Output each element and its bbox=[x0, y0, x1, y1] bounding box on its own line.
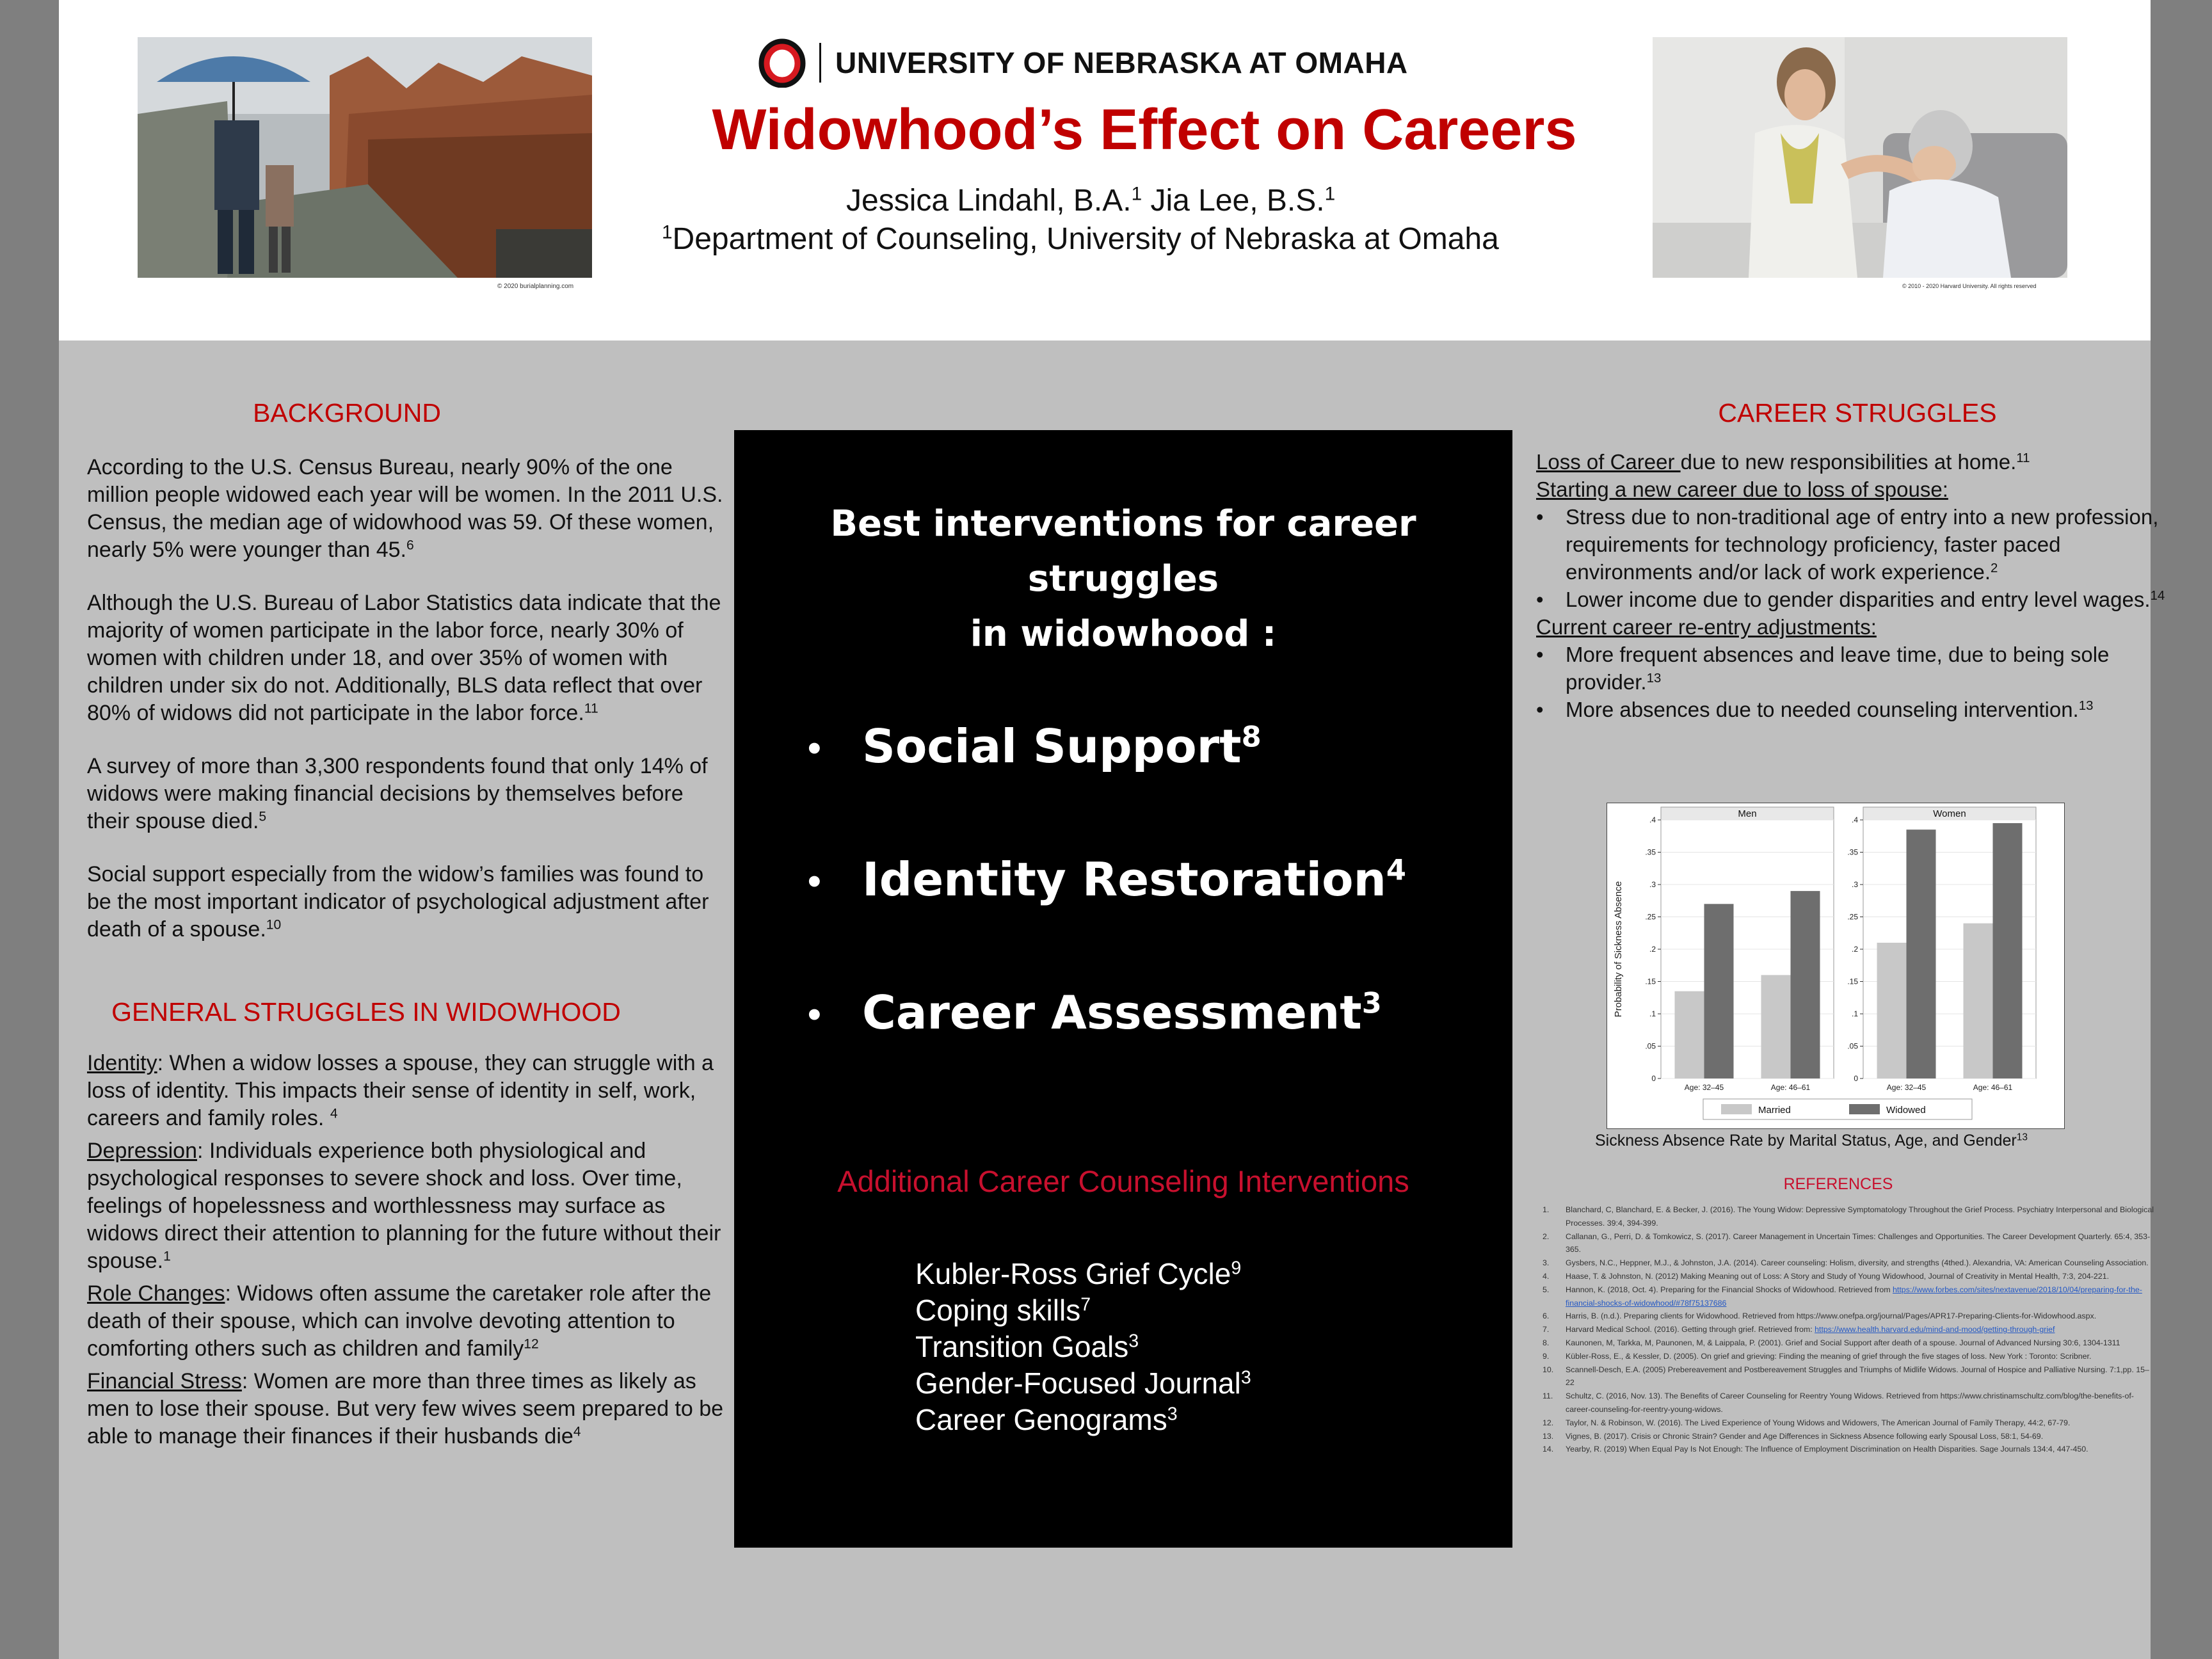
affiliation-marker: 1 bbox=[662, 221, 673, 243]
panel-title: Men bbox=[1738, 808, 1757, 819]
additional-item bbox=[915, 1365, 1251, 1402]
university-logo bbox=[755, 37, 1408, 88]
left-photo-credit: © 2020 burialplanning.com bbox=[497, 283, 574, 290]
y-tick-label: .4 bbox=[1851, 815, 1858, 824]
bullet-icon: • bbox=[805, 732, 824, 768]
struggle-text: : When a widow losses a spouse, they can struggle with a loss of identity. This impacts their sense of identity in self, work, careers and family roles. bbox=[87, 1051, 714, 1130]
x-tick-label: Age: 46–61 bbox=[1973, 1083, 2013, 1092]
reference-text: Schultz, C. (2016, Nov. 13). The Benefits of Career Counseling for Reentry Young Widows. Retrieved from https://www.christinamschultz.com/blog/the-benefits-of-career-counseling-for-reentry-young-widows. bbox=[1566, 1391, 2134, 1414]
bar bbox=[1761, 975, 1791, 1078]
citation: 13 bbox=[2016, 1132, 2028, 1143]
reference-item bbox=[1543, 1430, 2154, 1443]
interventions-title-line-1: Best interventions for career struggles bbox=[830, 503, 1416, 600]
additional-item bbox=[915, 1292, 1251, 1329]
struggle-label: Financial Stress bbox=[87, 1369, 242, 1393]
reference-item bbox=[1543, 1350, 2154, 1363]
background-text bbox=[87, 454, 727, 969]
bar bbox=[1675, 991, 1704, 1078]
affiliation-text: Department of Counseling, University of Nebraska at Omaha bbox=[672, 222, 1499, 256]
new-career-label: Starting a new career due to loss of spouse: bbox=[1536, 477, 1948, 501]
reference-item bbox=[1543, 1230, 2154, 1257]
career-struggles-text bbox=[1536, 448, 2183, 723]
bar bbox=[1877, 943, 1907, 1078]
uno-o-logo-icon bbox=[755, 38, 809, 88]
additional-label: Transition Goals bbox=[915, 1330, 1129, 1363]
y-tick-label: .25 bbox=[1645, 912, 1656, 922]
chart-svg bbox=[1607, 803, 2065, 1130]
reference-item bbox=[1543, 1310, 2154, 1323]
reference-text: Harris, B. (n.d.). Preparing clients for Widowhood. Retrieved from https://www.onefpa.org/journal/Pages/APR17-Preparing-Clients-for-Widowhood.aspx. bbox=[1566, 1311, 2097, 1321]
reference-link[interactable]: https://www.forbes.com/sites/nextavenue/2018/10/04/preparing-for-the-financial-shocks-of-widowhood/#78f75137686 bbox=[1566, 1285, 2142, 1308]
reference-item bbox=[1543, 1270, 2154, 1283]
y-tick-label: .2 bbox=[1649, 945, 1656, 954]
additional-item bbox=[915, 1329, 1251, 1365]
y-tick-label: 0 bbox=[1854, 1074, 1858, 1083]
poster-title: Widowhood’s Effect on Careers bbox=[712, 98, 1577, 162]
citation: 1 bbox=[163, 1249, 171, 1264]
x-tick-label: Age: 46–61 bbox=[1770, 1083, 1811, 1092]
paragraph-text: Social support especially from the widow’s families was found to be the most important indicator of psychological adjustment after death of a spouse. bbox=[87, 862, 709, 942]
paragraph-text: A survey of more than 3,300 respondents found that only 14% of widows were making financial decisions by themselves before their spouse died. bbox=[87, 754, 708, 833]
struggle-label: Depression bbox=[87, 1139, 197, 1163]
reference-number: 2. bbox=[1543, 1231, 1550, 1241]
citation: 12 bbox=[524, 1336, 539, 1352]
reference-text: Haase, T. & Johnston, N. (2012) Making Meaning out of Loss: A Story and Study of Young Widowhood, Journal of Creativity in Mental Health, 7:3, 204-221. bbox=[1566, 1271, 2110, 1281]
list-item-text: Stress due to non-traditional age of entry into a new profession, requirements for technology proficiency, faster paced environments and/or lack of work experience. bbox=[1566, 505, 2159, 584]
y-tick-label: .3 bbox=[1851, 880, 1858, 889]
reference-text: Gysbers, N.C., Heppner, M.J., & Johnston, J.A. (2014). Career counseling: Holism, diversity, and strengths (4thed.). Alexandria, VA: American Counseling Association. bbox=[1566, 1258, 2149, 1268]
reference-text: Kübler-Ross, E., & Kessler, D. (2005). On grief and grieving: Finding the meaning of grief through the five stages of loss. New York : Toronto: Scribner. bbox=[1566, 1351, 2092, 1361]
citation: 3 bbox=[1361, 986, 1382, 1020]
reentry-list bbox=[1536, 641, 2183, 723]
legend-label: Married bbox=[1758, 1105, 1791, 1116]
citation: 2 bbox=[1991, 560, 1998, 575]
struggle-label: Identity bbox=[87, 1051, 157, 1075]
citation: 14 bbox=[2150, 588, 2165, 603]
loss-of-career bbox=[1536, 448, 2183, 476]
loss-text: due to new responsibilities at home. bbox=[1680, 450, 2017, 474]
counseling-session-photo bbox=[1653, 37, 2067, 278]
additional-label: Coping skills bbox=[915, 1294, 1081, 1327]
chart-caption-text: Sickness Absence Rate by Marital Status, Age, and Gender bbox=[1595, 1132, 2017, 1150]
additional-label: Gender-Focused Journal bbox=[915, 1366, 1241, 1400]
legend-swatch bbox=[1721, 1104, 1752, 1114]
reference-number: 9. bbox=[1543, 1351, 1550, 1361]
reference-text: Scannell-Desch, E.A. (2005) Prebereavement and Postbereavement Struggles and Triumphs of Midlife Widows. Journal of Hospice and Palliative Nursing. 7:1,pp. 15–22 bbox=[1566, 1365, 2149, 1388]
struggle-text: : Individuals experience both physiological and psychological responses to severe shock and loss. Over time, feelings of hopelessness and worthlessness may surface as widows direct their attention to planning for the future without their spouse. bbox=[87, 1139, 721, 1273]
reference-text: Yearby, R. (2019) When Equal Pay Is Not Enough: The Influence of Employment Discrimination on Health Disparities. Sage Journals 134:4, 447-450. bbox=[1566, 1445, 2088, 1454]
background-paragraph bbox=[87, 753, 727, 835]
author-1-affil: 1 bbox=[1131, 183, 1142, 205]
reference-item bbox=[1543, 1256, 2154, 1270]
y-tick-label: .25 bbox=[1847, 912, 1858, 922]
bar bbox=[1964, 924, 1993, 1078]
y-tick-label: .1 bbox=[1851, 1009, 1858, 1018]
additional-item bbox=[915, 1256, 1251, 1292]
reference-number: 1. bbox=[1543, 1205, 1550, 1214]
y-tick-label: .35 bbox=[1847, 847, 1858, 857]
career-struggles-title: CAREER STRUGGLES bbox=[1718, 398, 1997, 428]
background-title: BACKGROUND bbox=[253, 398, 441, 428]
interventions-title-line-2: in widowhood : bbox=[970, 613, 1277, 655]
background-paragraph bbox=[87, 454, 727, 564]
poster-authors bbox=[846, 183, 1335, 218]
paragraph-text: According to the U.S. Census Bureau, nearly 90% of the one million people widowed each year will be women. In the 2011 U.S. Census, the median age of widowhood was 59. Of these women, nearly 5% were younger than 45. bbox=[87, 455, 723, 562]
struggle-depression bbox=[87, 1137, 727, 1275]
citation: 13 bbox=[1646, 670, 1662, 685]
list-item-text: Lower income due to gender disparities and entry level wages. bbox=[1566, 588, 2151, 611]
poster-affiliation bbox=[662, 221, 1499, 257]
list-item-text: More absences due to needed counseling intervention. bbox=[1566, 698, 2079, 721]
author-1: Jessica Lindahl, B.A. bbox=[846, 184, 1132, 218]
reference-number: 4. bbox=[1543, 1271, 1550, 1281]
reference-number: 14. bbox=[1543, 1445, 1554, 1454]
y-tick-label: .35 bbox=[1645, 847, 1656, 857]
paragraph-text: Although the U.S. Bureau of Labor Statistics data indicate that the majority of women participate in the labor force, nearly 30% of women with children under 18, and over 35% of women with children under six do not. Additionally, BLS data reflect that over 80% of widows did not participate in the labor force. bbox=[87, 591, 721, 725]
intervention-career-assessment bbox=[805, 986, 1382, 1039]
intervention-label: Social Support bbox=[862, 719, 1242, 773]
y-tick-label: .4 bbox=[1649, 815, 1656, 824]
y-tick-label: .1 bbox=[1649, 1009, 1656, 1018]
reference-item bbox=[1543, 1336, 2154, 1350]
loss-label: Loss of Career bbox=[1536, 450, 1681, 474]
reference-number: 3. bbox=[1543, 1258, 1550, 1268]
x-tick-label: Age: 32–45 bbox=[1886, 1083, 1927, 1092]
reference-text: Kaunonen, M, Tarkka, M, Paunonen, M, & Laippala, P. (2001). Grief and Social Support after death of a spouse. Journal of Advanced Nursing 30:6, 1304-1311 bbox=[1566, 1338, 2120, 1347]
citation: 5 bbox=[259, 809, 267, 824]
bar bbox=[1993, 823, 2023, 1078]
reference-number: 5. bbox=[1543, 1285, 1550, 1294]
y-tick-label: .15 bbox=[1847, 977, 1858, 986]
citation: 4 bbox=[573, 1424, 581, 1439]
struggle-role-changes bbox=[87, 1280, 727, 1363]
citation: 3 bbox=[1128, 1331, 1139, 1352]
additional-interventions-list bbox=[915, 1256, 1251, 1438]
bar bbox=[1907, 830, 1936, 1078]
y-tick-label: .05 bbox=[1847, 1041, 1858, 1051]
poster bbox=[59, 0, 2165, 1659]
legend-label: Widowed bbox=[1886, 1105, 1926, 1116]
y-tick-label: .3 bbox=[1649, 880, 1656, 889]
sickness-absence-chart bbox=[1607, 803, 2065, 1129]
reference-number: 10. bbox=[1543, 1365, 1554, 1374]
additional-item bbox=[915, 1402, 1251, 1438]
reference-text: Callanan, G., Perri, D. & Tomkowicz, S. (2017). Career Management in Uncertain Times: Challenges and Opportunities. The Career Development Quarterly. 65:4, 353-365. bbox=[1566, 1231, 2151, 1254]
citation: 9 bbox=[1231, 1258, 1242, 1279]
reference-item bbox=[1543, 1443, 2154, 1456]
reference-text: Hannon, K. (2018, Oct. 4). Preparing for the Financial Shocks of Widowhood. Retrieved from bbox=[1566, 1285, 1893, 1294]
intervention-label: Career Assessment bbox=[862, 986, 1362, 1039]
additional-interventions-title: Additional Career Counseling Interventions bbox=[837, 1164, 1409, 1198]
citation: 11 bbox=[584, 701, 598, 716]
reference-item bbox=[1543, 1323, 2154, 1336]
reference-text: Harvard Medical School. (2016). Getting through grief. Retrieved from: bbox=[1566, 1325, 1815, 1334]
reference-number: 13. bbox=[1543, 1431, 1554, 1441]
chart-caption bbox=[1595, 1132, 2028, 1150]
list-item bbox=[1536, 503, 2183, 586]
background-paragraph bbox=[87, 861, 727, 943]
author-2: Jia Lee, B.S. bbox=[1142, 184, 1325, 218]
right-photo-credit: © 2010 - 2020 Harvard University. All rights reserved bbox=[1902, 283, 2037, 289]
struggle-text: : Women are more than three times as likely as men to lose their spouse. But very few wives seem prepared to be able to manage their finances if their husbands die bbox=[87, 1369, 724, 1448]
citation: 4 bbox=[1386, 853, 1406, 887]
bullet-icon: • bbox=[805, 998, 824, 1034]
citation: 4 bbox=[330, 1106, 338, 1121]
reference-text: Vignes, B. (2017). Crisis or Chronic Strain? Gender and Age Differences in Sickness Absence following early Spousal Loss, 58:1, 54-69. bbox=[1566, 1431, 2044, 1441]
interventions-title bbox=[734, 497, 1512, 662]
additional-label: Kubler-Ross Grief Cycle bbox=[915, 1257, 1231, 1290]
reference-item bbox=[1543, 1416, 2154, 1430]
list-item bbox=[1536, 641, 2183, 696]
new-career-list bbox=[1536, 503, 2183, 613]
author-2-affil: 1 bbox=[1324, 183, 1336, 205]
general-struggles-title: GENERAL STRUGGLES IN WIDOWHOOD bbox=[111, 997, 621, 1027]
struggle-financial-stress bbox=[87, 1368, 727, 1450]
additional-label: Career Genograms bbox=[915, 1403, 1167, 1436]
interventions-panel bbox=[734, 430, 1512, 1548]
bar bbox=[1704, 904, 1734, 1078]
intervention-social-support bbox=[805, 719, 1262, 773]
university-name: UNIVERSITY OF NEBRASKA AT OMAHA bbox=[835, 46, 1408, 79]
y-tick-label: .2 bbox=[1851, 945, 1858, 954]
citation: 11 bbox=[2016, 450, 2030, 465]
y-tick-label: .05 bbox=[1645, 1041, 1656, 1051]
reference-number: 8. bbox=[1543, 1338, 1550, 1347]
reentry-label: Current career re-entry adjustments: bbox=[1536, 615, 1877, 639]
citation: 7 bbox=[1080, 1294, 1091, 1315]
poster-header bbox=[59, 0, 2151, 341]
citation: 6 bbox=[406, 538, 414, 553]
references-title: REFERENCES bbox=[1783, 1175, 1893, 1193]
citation: 13 bbox=[2078, 698, 2094, 713]
reference-link[interactable]: https://www.health.harvard.edu/mind-and-mood/getting-through-grief bbox=[1815, 1325, 2055, 1334]
logo-divider bbox=[819, 43, 821, 83]
reference-number: 7. bbox=[1543, 1325, 1550, 1334]
y-tick-label: .15 bbox=[1645, 977, 1656, 986]
intervention-identity-restoration bbox=[805, 853, 1406, 906]
general-struggles-text bbox=[87, 1050, 727, 1455]
legend-swatch bbox=[1849, 1104, 1880, 1114]
counseling-illustration bbox=[1653, 37, 2067, 278]
chart-y-axis-label: Probability of Sickness Absence bbox=[1613, 881, 1624, 1018]
citation: 8 bbox=[1241, 720, 1262, 754]
reference-number: 11. bbox=[1543, 1391, 1553, 1401]
list-item bbox=[1536, 696, 2183, 723]
struggle-label: Role Changes bbox=[87, 1281, 225, 1306]
x-tick-label: Age: 32–45 bbox=[1684, 1083, 1724, 1092]
struggle-identity bbox=[87, 1050, 727, 1132]
y-tick-label: 0 bbox=[1651, 1074, 1656, 1083]
reference-text: Taylor, N. & Robinson, W. (2016). The Lived Experience of Young Widows and Widowers, The American Journal of Family Therapy, 44:2, 67-79. bbox=[1566, 1418, 2071, 1427]
list-item-text: More frequent absences and leave time, due to being sole provider. bbox=[1566, 643, 2110, 694]
citation: 3 bbox=[1167, 1404, 1178, 1425]
reference-item bbox=[1543, 1203, 2154, 1230]
reference-item bbox=[1543, 1283, 2154, 1310]
reference-item bbox=[1543, 1363, 2154, 1390]
bar bbox=[1791, 891, 1820, 1078]
citation: 10 bbox=[266, 917, 282, 933]
bullet-icon: • bbox=[805, 865, 824, 901]
reference-text: Blanchard, C, Blanchard, E. & Becker, J. (2016). The Young Widow: Depressive Symptomatology Throughout the Grief Process. Psychiatry Interpersonal and Biological Processes. 39:4, 394-399. bbox=[1566, 1205, 2154, 1228]
reference-number: 6. bbox=[1543, 1311, 1550, 1321]
reference-number: 12. bbox=[1543, 1418, 1554, 1427]
panel-title: Women bbox=[1933, 808, 1966, 819]
background-paragraph bbox=[87, 589, 727, 727]
intervention-label: Identity Restoration bbox=[862, 853, 1386, 906]
reference-item bbox=[1543, 1390, 2154, 1416]
references-list bbox=[1543, 1203, 2154, 1456]
list-item bbox=[1536, 586, 2183, 613]
struggle-text: : Widows often assume the caretaker role after the death of their spouse, which can involve devoting attention to comforting others such as children and family bbox=[87, 1281, 712, 1361]
citation: 3 bbox=[1240, 1367, 1251, 1388]
